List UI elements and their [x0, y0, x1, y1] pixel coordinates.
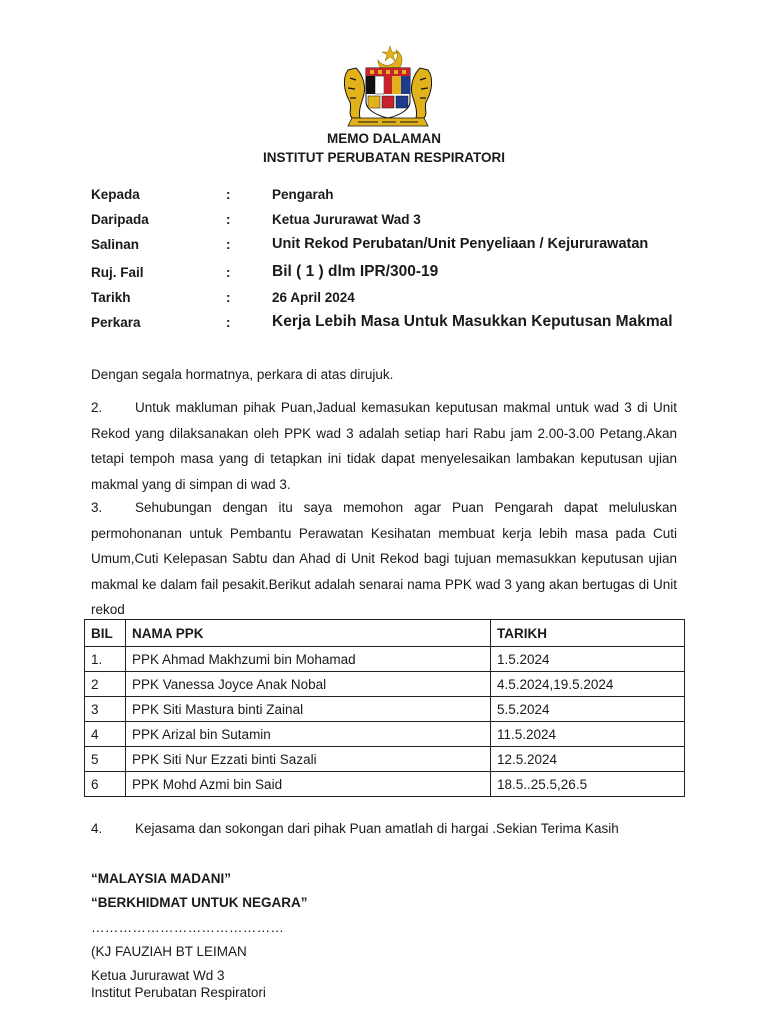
cell-tarikh: 11.5.2024 — [491, 722, 685, 747]
cell-nama: PPK Siti Mastura binti Zainal — [126, 697, 491, 722]
column-header-tarikh: TARIKH — [491, 620, 685, 647]
paragraph-number: 4. — [91, 821, 103, 836]
paragraph-2 — [91, 395, 677, 497]
meta-value-ruj-fail: Bil ( 1 ) dlm IPR/300-19 — [272, 263, 439, 280]
signature-line: …………………………………… — [91, 920, 285, 935]
table-row — [85, 697, 685, 722]
meta-label-kepada: Kepada — [91, 187, 140, 202]
paragraph-text: Untuk makluman pihak Puan,Jadual kemasukan keputusan makmal untuk wad 3 di Unit Rekod yang dilaksanakan oleh PPK wad 3 adalah setiap hari Rabu jam 2.00-3.00 Petang.Akan tetapi tempoh masa yang di tetapkan ini tidak dapat menyelesaikan lambakan keputusan ujian makmal yang di simpan di wad 3. — [91, 400, 677, 492]
meta-sep: : — [226, 237, 231, 252]
cell-tarikh: 1.5.2024 — [491, 647, 685, 672]
meta-sep: : — [226, 290, 231, 305]
meta-value-perkara: Kerja Lebih Masa Untuk Masukkan Keputusan Makmal — [272, 313, 673, 330]
meta-label-perkara: Perkara — [91, 315, 141, 330]
cell-nama: PPK Mohd Azmi bin Said — [126, 772, 491, 797]
greeting-line: Dengan segala hormatnya, perkara di atas dirujuk. — [91, 367, 394, 382]
cell-bil: 1. — [85, 647, 126, 672]
table-row — [85, 747, 685, 772]
meta-value-salinan: Unit Rekod Perubatan/Unit Penyeliaan / Kejururawatan — [272, 236, 649, 252]
cell-bil: 3 — [85, 697, 126, 722]
cell-nama: PPK Siti Nur Ezzati binti Sazali — [126, 747, 491, 772]
signatory-institution: Institut Perubatan Respiratori — [91, 985, 266, 1000]
column-header-nama: NAMA PPK — [126, 620, 491, 647]
cell-tarikh: 4.5.2024,19.5.2024 — [491, 672, 685, 697]
cell-nama: PPK Vanessa Joyce Anak Nobal — [126, 672, 491, 697]
paragraph-text: Kejasama dan sokongan dari pihak Puan amatlah di hargai .Sekian Terima Kasih — [135, 821, 619, 836]
meta-label-tarikh: Tarikh — [91, 290, 131, 305]
signatory-position: Ketua Jururawat Wd 3 — [91, 968, 225, 983]
cell-tarikh: 18.5..25.5,26.5 — [491, 772, 685, 797]
table-row — [85, 772, 685, 797]
cell-nama: PPK Ahmad Makhzumi bin Mohamad — [126, 647, 491, 672]
cell-bil: 6 — [85, 772, 126, 797]
cell-bil: 2 — [85, 672, 126, 697]
paragraph-number: 3. — [91, 500, 103, 515]
cell-tarikh: 12.5.2024 — [491, 747, 685, 772]
table-row — [85, 672, 685, 697]
table-row — [85, 647, 685, 672]
meta-label-ruj-fail: Ruj. Fail — [91, 265, 144, 280]
meta-value-daripada: Ketua Jururawat Wad 3 — [272, 212, 421, 227]
paragraph-3 — [91, 495, 677, 623]
cell-bil: 5 — [85, 747, 126, 772]
paragraph-number: 2. — [91, 400, 103, 415]
meta-sep: : — [226, 265, 231, 280]
cell-bil: 4 — [85, 722, 126, 747]
paragraph-4 — [91, 821, 619, 836]
meta-label-salinan: Salinan — [91, 237, 140, 252]
paragraph-text: Sehubungan dengan itu saya memohon agar Puan Pengarah dapat meluluskan permohonanan untuk Pembantu Perawatan Kesihatan membuat kerja lebih masa pada Cuti Umum,Cuti Kelepasan Sabtu dan Ahad di Unit Rekod bagi tujuan memasukkan keputusan ujian makmal ke dalam fail pesakit.Berikut adalah senarai nama PPK wad 3 yang akan bertugas di Unit rekod — [91, 500, 677, 617]
ppk-table — [84, 619, 685, 797]
meta-sep: : — [226, 187, 231, 202]
memo-title: MEMO DALAMAN — [327, 131, 441, 146]
slogan-berkhidmat: “BERKHIDMAT UNTUK NEGARA” — [91, 895, 308, 910]
meta-value-kepada: Pengarah — [272, 187, 334, 202]
column-header-bil: BIL — [85, 620, 126, 647]
institution-title: INSTITUT PERUBATAN RESPIRATORI — [262, 150, 505, 165]
table-header-row — [85, 620, 685, 647]
meta-sep: : — [226, 315, 231, 330]
slogan-malaysia-madani: “MALAYSIA MADANI” — [91, 871, 232, 886]
meta-label-daripada: Daripada — [91, 212, 149, 227]
meta-value-tarikh: 26 April 2024 — [272, 290, 355, 305]
signatory-name: (KJ FAUZIAH BT LEIMAN — [91, 944, 247, 959]
table-row — [85, 722, 685, 747]
meta-sep: : — [226, 212, 231, 227]
coat-of-arms-logo — [338, 44, 438, 128]
cell-nama: PPK Arizal bin Sutamin — [126, 722, 491, 747]
cell-tarikh: 5.5.2024 — [491, 697, 685, 722]
